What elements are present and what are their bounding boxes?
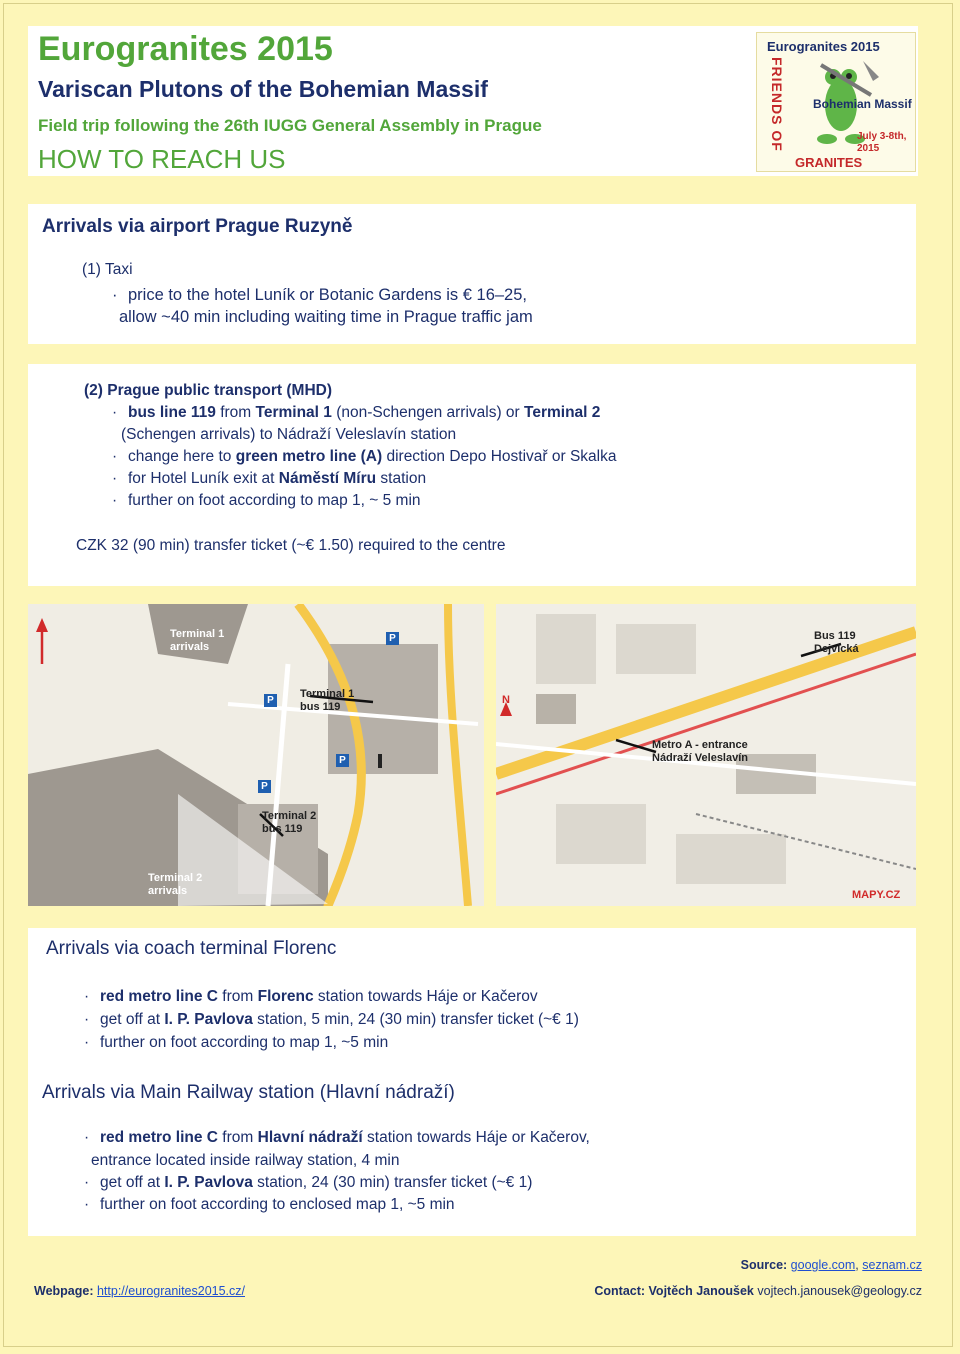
transport-title: (2) Prague public transport (MHD) xyxy=(84,382,333,399)
google-link[interactable]: google.com xyxy=(790,1258,856,1272)
reach-heading: HOW TO REACH US xyxy=(38,144,286,174)
rail-heading: Arrivals via Main Railway station (Hlavní nádraží) xyxy=(42,1082,455,1103)
north-marker: N xyxy=(502,694,510,706)
logo-massif: Bohemian Massif xyxy=(813,97,912,111)
mapy-cz-logo: MAPY.CZ xyxy=(852,889,901,901)
header-panel xyxy=(28,26,918,176)
metro-entrance-label: Metro A - entrance Nádraží Veleslavín xyxy=(652,739,748,764)
webpage-link[interactable]: http://eurogranites2015.cz/ xyxy=(96,1284,245,1298)
logo-dates: July 3-8th, 2015 xyxy=(857,131,907,154)
seznam-link[interactable]: seznam.cz xyxy=(862,1258,922,1272)
bus-dejvicka-label: Bus 119 Dejvická xyxy=(814,630,859,655)
coach-getoff-line: · get off at I. P. Pavlova station, 5 min, 24 (30 min) transfer ticket (~€ 1) xyxy=(84,1011,579,1028)
maps-area xyxy=(28,604,916,906)
taxi-price-line: · price to the hotel Luník or Botanic Gardens is € 16–25, xyxy=(112,286,527,304)
footer-webpage: Webpage: http://eurogranites2015.cz/ xyxy=(34,1284,245,1298)
contact-email[interactable]: vojtech.janousek@geology.cz xyxy=(753,1284,922,1298)
terminal1-arrivals-label: Terminal 1 arrivals xyxy=(170,628,225,653)
friends-of-granites-logo xyxy=(756,32,916,172)
page-title: Eurogranites 2015 xyxy=(38,30,333,68)
airport-map-drawing xyxy=(28,604,484,906)
footer-contact: Contact: Vojtěch Janoušek vojtech.janousek@geology.cz xyxy=(594,1284,922,1298)
public-transport-panel xyxy=(28,364,916,586)
rail-entrance-line: entrance located inside railway station, 4 min xyxy=(91,1152,400,1169)
logo-granites: GRANITES xyxy=(795,155,863,170)
veleslavin-map xyxy=(496,604,916,906)
coach-heading: Arrivals via coach terminal Florenc xyxy=(46,938,337,959)
transport-schengen-line: (Schengen arrivals) to Nádraží Veleslavín station xyxy=(121,426,457,443)
parking-icon: P xyxy=(386,632,399,645)
rail-foot-line: · further on foot according to enclosed map 1, ~5 min xyxy=(84,1196,455,1213)
rail-metro-line: · red metro line C from Hlavní nádraží station towards Háje or Kačerov, xyxy=(84,1129,590,1146)
airport-map xyxy=(28,604,484,906)
terminal1-bus-label: Terminal 1 bus 119 xyxy=(300,688,355,713)
terminal2-arrivals-label: Terminal 2 arrivals xyxy=(148,872,203,897)
parking-icon: P xyxy=(336,754,349,767)
transport-exit-line: · for Hotel Luník exit at Náměstí Míru station xyxy=(112,470,427,487)
coach-rail-panel xyxy=(28,928,916,1236)
airport-heading: Arrivals via airport Prague Ruzyně xyxy=(42,216,353,237)
airport-taxi-panel xyxy=(28,204,916,344)
parking-icon: P xyxy=(258,780,271,793)
footer-source: Source: google.com, seznam.cz xyxy=(740,1258,922,1272)
taxi-title: (1) Taxi xyxy=(82,261,133,278)
logo-title: Eurogranites 2015 xyxy=(767,39,880,54)
rail-getoff-line: · get off at I. P. Pavlova station, 24 (30 min) transfer ticket (~€ 1) xyxy=(84,1174,533,1191)
transport-bus-line: · bus line 119 from Terminal 1 (non-Schengen arrivals) or Terminal 2 xyxy=(112,404,601,421)
coach-foot-line: · further on foot according to map 1, ~5 min xyxy=(84,1034,389,1051)
transport-foot-line: · further on foot according to map 1, ~ 5 min xyxy=(112,492,421,509)
transport-metro-line: · change here to green metro line (A) direction Depo Hostivař or Skalka xyxy=(112,448,617,465)
taxi-time-line: allow ~40 min including waiting time in Prague traffic jam xyxy=(119,308,533,326)
terminal2-bus-label: Terminal 2 bus 119 xyxy=(262,810,317,835)
fieldtrip-note: Field trip following the 26th IUGG General Assembly in Prague xyxy=(38,116,542,135)
page-subtitle: Variscan Plutons of the Bohemian Massif xyxy=(38,76,488,102)
parking-icon: P xyxy=(264,694,277,707)
coach-metro-line: · red metro line C from Florenc station towards Háje or Kačerov xyxy=(84,988,538,1005)
transport-ticket-line: CZK 32 (90 min) transfer ticket (~€ 1.50) required to the centre xyxy=(76,537,506,554)
logo-friends: FRIENDS OF xyxy=(769,57,785,152)
